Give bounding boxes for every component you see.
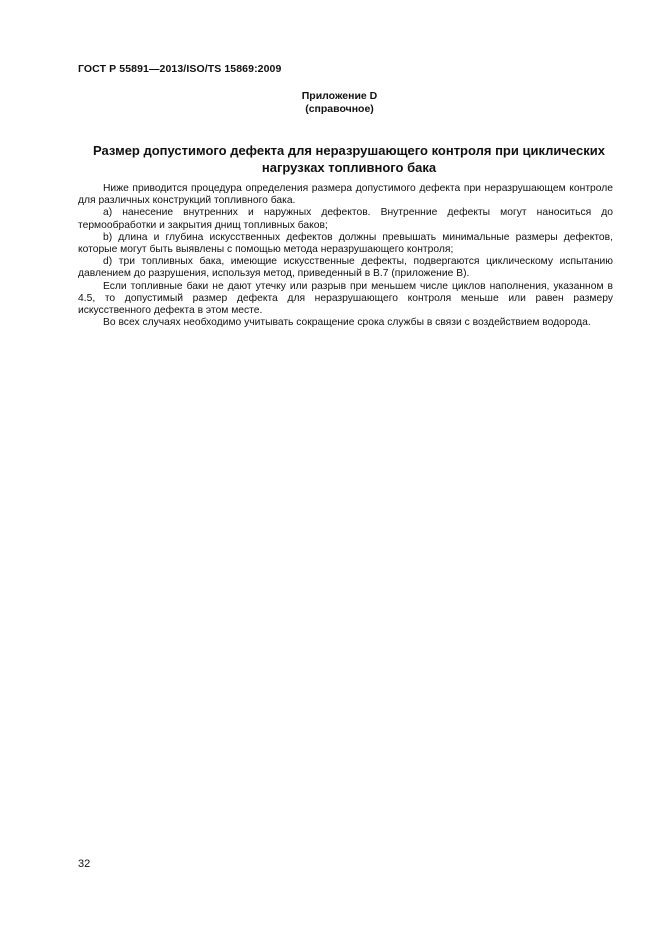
paragraph-item-b: b) длина и глубина искусственных дефектов должны превышать минимальные размеры дефектов, которые могут быть выявлены с помощью метода неразрушающего контроля;	[78, 231, 613, 256]
paragraph-note: Во всех случаях необходимо учитывать сокращение срока службы в связи с воздействием водорода.	[103, 317, 591, 329]
document-header: ГОСТ Р 55891—2013/ISO/TS 15869:2009	[78, 63, 282, 75]
document-title: Размер допустимого дефекта для неразрушающего контроля при циклических нагрузках топливного бака	[93, 143, 605, 175]
appendix-status: (справочное)	[305, 103, 374, 115]
document-body	[78, 183, 613, 329]
paragraph-item-a: a) нанесение внутренних и наружных дефектов. Внутренние дефекты могут наноситься до термообработки и закрытия днищ топливных баков;	[78, 207, 613, 231]
paragraph-item-d: d) три топливных бака, имеющие искусственные дефекты, подвергаются циклическому испытанию давлением до разрушения, используя метод, приведенный в B.7 (приложение B).	[78, 256, 613, 280]
paragraph-condition: Если топливные баки не дают утечку или разрыв при меньшем числе циклов наполнения, указанном в 4.5, то допустимый размер дефекта для неразрушающего контроля меньше или равен размеру искусственного дефекта в этом месте.	[78, 280, 613, 317]
paragraph-intro: Ниже приводится процедура определения размера допустимого дефекта при неразрушающем контроле для различных конструкций топливного бака.	[78, 183, 613, 207]
appendix-heading	[0, 90, 661, 116]
appendix-label: Приложение D	[301, 90, 378, 102]
page-number: 32	[78, 858, 91, 870]
